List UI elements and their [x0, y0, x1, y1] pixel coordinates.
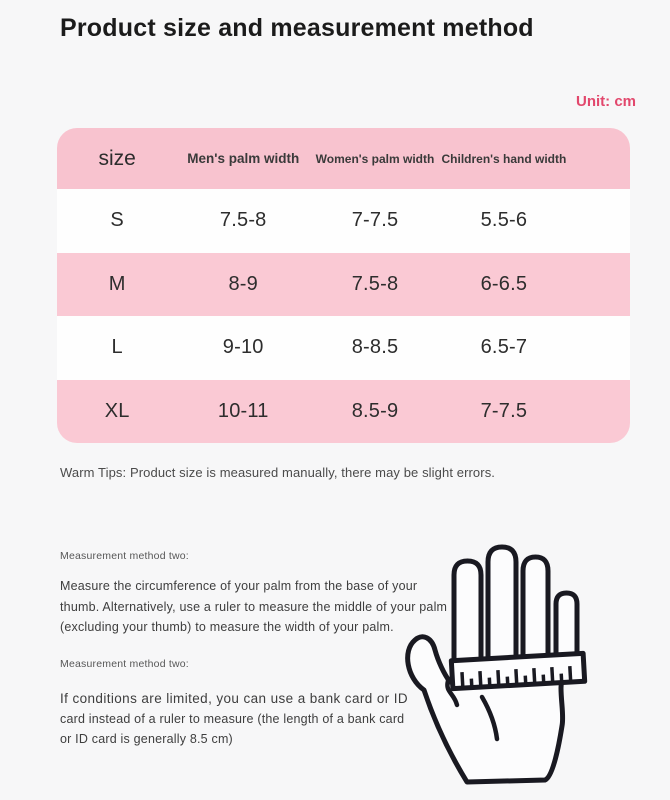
- column-header-womens-palm-width: Women's palm width: [315, 151, 435, 166]
- size-cell: M: [108, 272, 126, 295]
- men-cell: 8-9: [228, 272, 258, 295]
- hand-with-ruler-illustration: [390, 530, 670, 800]
- method-1-line: (excluding your thumb) to measure the width of your palm.: [60, 620, 394, 634]
- men-cell: 7.5-8: [219, 209, 267, 232]
- table-row-xl: [57, 380, 630, 444]
- table-row-l: [57, 316, 630, 380]
- children-cell: 7-7.5: [480, 399, 528, 422]
- method-2-label: Measurement method two:: [60, 658, 189, 670]
- men-cell: 9-10: [222, 336, 264, 359]
- women-cell: 8.5-9: [351, 399, 399, 422]
- method-2-line: card instead of a ruler to measure (the length of a bank card: [60, 712, 405, 726]
- method-2-text: [60, 689, 408, 749]
- table-header-row: [57, 128, 630, 189]
- warm-tips-note: Warm Tips: Product size is measured manually, there may be slight errors.: [60, 465, 496, 480]
- method-1-label: Measurement method two:: [60, 550, 189, 562]
- column-header-childrens-hand-width: Children's hand width: [441, 151, 567, 166]
- children-cell: 6.5-7: [480, 336, 528, 359]
- size-cell: XL: [104, 399, 130, 422]
- children-cell: 6-6.5: [480, 272, 528, 295]
- middle-finger: [488, 547, 516, 672]
- women-cell: 8-8.5: [351, 336, 399, 359]
- method-2-line: or ID card is generally 8.5 cm): [60, 732, 233, 746]
- method-1-line: thumb. Alternatively, use a ruler to measure the middle of your palm: [60, 599, 448, 614]
- ruler-icon: [451, 653, 584, 688]
- women-cell: 7.5-8: [351, 272, 399, 295]
- children-cell: 5.5-6: [480, 209, 528, 232]
- size-cell: L: [111, 336, 123, 359]
- column-header-mens-palm-width: Men's palm width: [187, 151, 300, 166]
- men-cell: 10-11: [217, 399, 269, 422]
- method-2-line: If conditions are limited, you can use a bank card or ID: [60, 691, 409, 706]
- index-finger: [454, 561, 481, 672]
- table-row-s: [57, 189, 630, 253]
- size-cell: S: [110, 209, 124, 232]
- column-header-size: size: [98, 146, 136, 170]
- method-1-line: Measure the circumference of your palm from the base of your: [60, 579, 418, 593]
- page-title: Product size and measurement method: [60, 14, 534, 42]
- table-row-m: [57, 253, 630, 317]
- women-cell: 7-7.5: [351, 209, 399, 232]
- size-table: [57, 128, 630, 443]
- unit-label: Unit: cm: [576, 93, 636, 110]
